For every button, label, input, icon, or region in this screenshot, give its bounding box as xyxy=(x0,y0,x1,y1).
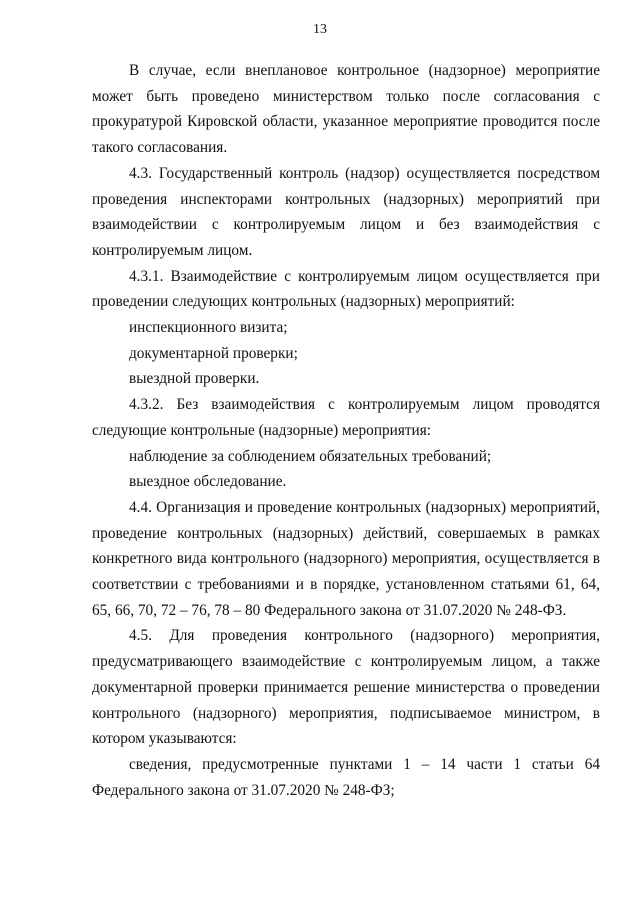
paragraph-4-3: 4.3. Государственный контроль (надзор) осуществляется посредством проведения инспекторами контрольных (надзорных) мероприятий при взаимодействии с контролируемым лицом и без взаимодействия с контролируемым лицом. xyxy=(92,164,600,259)
paragraph-4-5: 4.5. Для проведения контрольного (надзорного) мероприятия, предусматривающего взаимодействие с контролируемым лицом, а также документарной проверки принимается решение министерства о проведении контрольного (надзорного) мероприятия, подписываемое министром, в котором указываются: xyxy=(92,627,600,748)
list-item-documentary-check: документарной проверки; xyxy=(129,344,298,362)
list-item-field-check: выездной проверки. xyxy=(129,370,260,388)
paragraph-information: сведения, предусмотренные пунктами 1 – 14 части 1 статьи 64 Федерального закона от 31.07.2020 № 248-ФЗ; xyxy=(92,755,600,799)
paragraph-unscheduled-inspection: В случае, если внеплановое контрольное (надзорное) мероприятие может быть проведено министерством только после согласования с прокуратурой Кировской области, указанное мероприятие проводится после такого согласования. xyxy=(92,62,600,157)
paragraph-4-3-1: 4.3.1. Взаимодействие с контролируемым лицом осуществляется при проведении следующих контрольных (надзорных) мероприятий: xyxy=(92,267,600,311)
list-item-field-survey: выездное обследование. xyxy=(129,473,287,491)
list-item-observation: наблюдение за соблюдением обязательных требований; xyxy=(129,447,492,465)
paragraph-4-3-2: 4.3.2. Без взаимодействия с контролируемым лицом проводятся следующие контрольные (надзорные) мероприятия: xyxy=(92,396,600,439)
list-item-inspection-visit: инспекционного визита; xyxy=(129,319,288,337)
paragraph-4-4: 4.4. Организация и проведение контрольных (надзорных) мероприятий, проведение контрольных (надзорных) действий, совершаемых в рамках конкретного вида контрольного (надзорного) мероприятия, осуществляется в соответствии с требованиями и в порядке, установленном статьями 61, 64, 65, 66, 70, 72 – 76, 78 – 80 Федерального закона от 31.07.2020 № 248-ФЗ. xyxy=(92,498,600,619)
page-number: 13 xyxy=(313,22,327,37)
document-body xyxy=(92,58,600,803)
